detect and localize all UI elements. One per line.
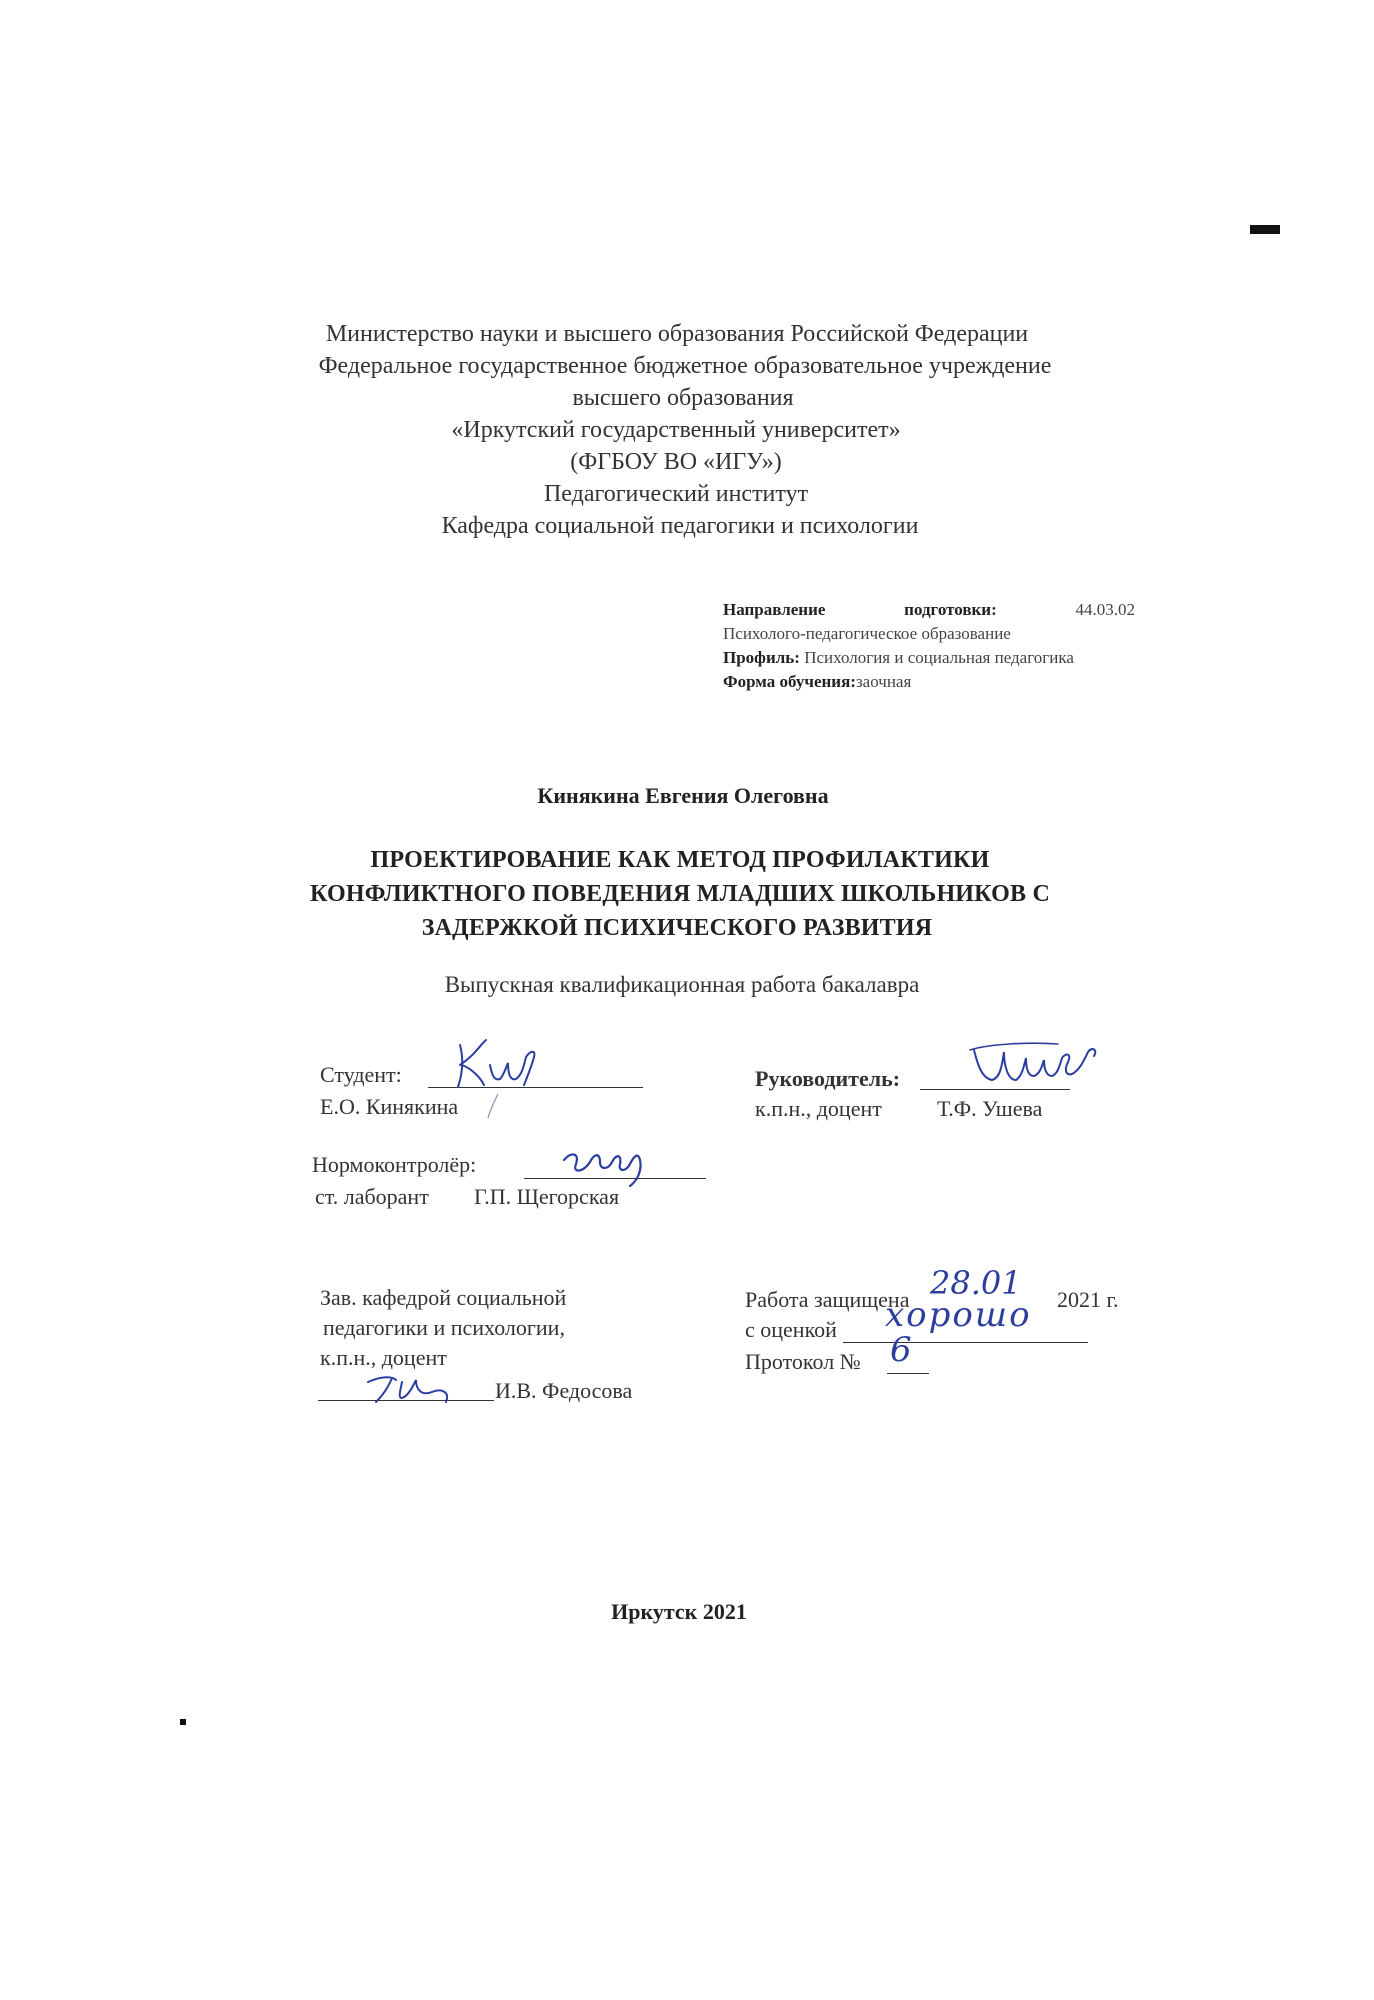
header-institute: Педагогический институт xyxy=(543,481,809,507)
head-dept-line-2: педагогики и психологии, xyxy=(323,1315,565,1340)
header-higher-education: высшего образования xyxy=(572,385,794,411)
direction-label-word2: подготовки: xyxy=(904,600,997,619)
student-signature xyxy=(450,1035,560,1095)
header-department: Кафедра социальной педагогики и психологии xyxy=(441,513,919,539)
defense-grade-label: с оценкой xyxy=(745,1317,837,1342)
city-year: Иркутск 2021 xyxy=(611,1599,747,1624)
header-university: «Иркутский государственный университет» xyxy=(451,417,901,443)
work-type: Выпускная квалификационная работа бакалавра xyxy=(444,972,920,997)
supervisor-name: Т.Ф. Ушева xyxy=(937,1096,1043,1121)
defense-protocol-label: Протокол № xyxy=(745,1349,861,1374)
profile-value: Психология и социальная педагогика xyxy=(799,648,1074,667)
title-line-1: ПРОЕКТИРОВАНИЕ КАК МЕТОД ПРОФИЛАКТИКИ xyxy=(370,847,990,873)
normocontrol-name: Г.П. Щегорская xyxy=(474,1184,620,1209)
head-dept-signature xyxy=(362,1362,462,1412)
student-label: Студент: xyxy=(320,1062,402,1087)
title-line-3: ЗАДЕРЖКОЙ ПСИХИЧЕСКОГО РАЗВИТИЯ xyxy=(421,915,933,941)
institution-header xyxy=(0,318,1374,542)
profile-label: Профиль: xyxy=(723,648,800,667)
study-form-value: заочная xyxy=(855,672,912,691)
normocontrol-label: Нормоконтролёр: xyxy=(312,1152,477,1177)
head-dept-line-1: Зав. кафедрой социальной xyxy=(320,1285,567,1310)
normocontrol-position: ст. лаборант xyxy=(315,1184,429,1209)
header-ministry: Министерство науки и высшего образования Российской Федерации xyxy=(325,321,1029,347)
thesis-title xyxy=(0,843,1374,945)
profile-row xyxy=(723,646,1135,670)
defense-year: 2021 г. xyxy=(1057,1287,1119,1312)
direction-row xyxy=(723,598,1135,622)
supervisor-signature xyxy=(968,1036,1108,1096)
student-signature-tail xyxy=(484,1092,504,1122)
direction-label-word1: Направление xyxy=(723,600,826,619)
study-direction-block xyxy=(723,598,1135,694)
defense-date-handwritten: 28.01 xyxy=(930,1264,1022,1302)
defense-protected-label: Работа защищена xyxy=(745,1287,910,1312)
direction-code: 44.03.02 xyxy=(1075,600,1135,619)
head-dept-name: И.В. Федосова xyxy=(495,1378,633,1403)
defense-grade-line xyxy=(843,1342,1088,1343)
student-name: Е.О. Кинякина xyxy=(320,1094,459,1119)
header-federal-institution: Федеральное государственное бюджетное образовательное учреждение xyxy=(318,353,1052,379)
header-university-abbr: (ФГБОУ ВО «ИГУ») xyxy=(570,449,782,475)
scan-mark-top-right xyxy=(1250,225,1280,234)
supervisor-label: Руководитель: xyxy=(755,1066,901,1091)
study-form-row xyxy=(723,670,1135,694)
title-line-2: КОНФЛИКТНОГО ПОВЕДЕНИЯ МЛАДШИХ ШКОЛЬНИКОВ С xyxy=(310,881,1050,907)
author-name: Кинякина Евгения Олеговна xyxy=(537,783,829,808)
scan-mark-bottom-left xyxy=(180,1719,186,1725)
supervisor-degree: к.п.н., доцент xyxy=(755,1096,882,1121)
defense-protocol-line xyxy=(887,1373,929,1374)
defense-protocol-handwritten: 6 xyxy=(890,1330,912,1370)
defense-grade-handwritten: хорошо xyxy=(885,1295,1032,1335)
study-form-label: Форма обучения: xyxy=(723,672,856,691)
head-dept-line-3: к.п.н., доцент xyxy=(320,1345,447,1370)
direction-name: Психолого-педагогическое образование xyxy=(723,624,1011,643)
